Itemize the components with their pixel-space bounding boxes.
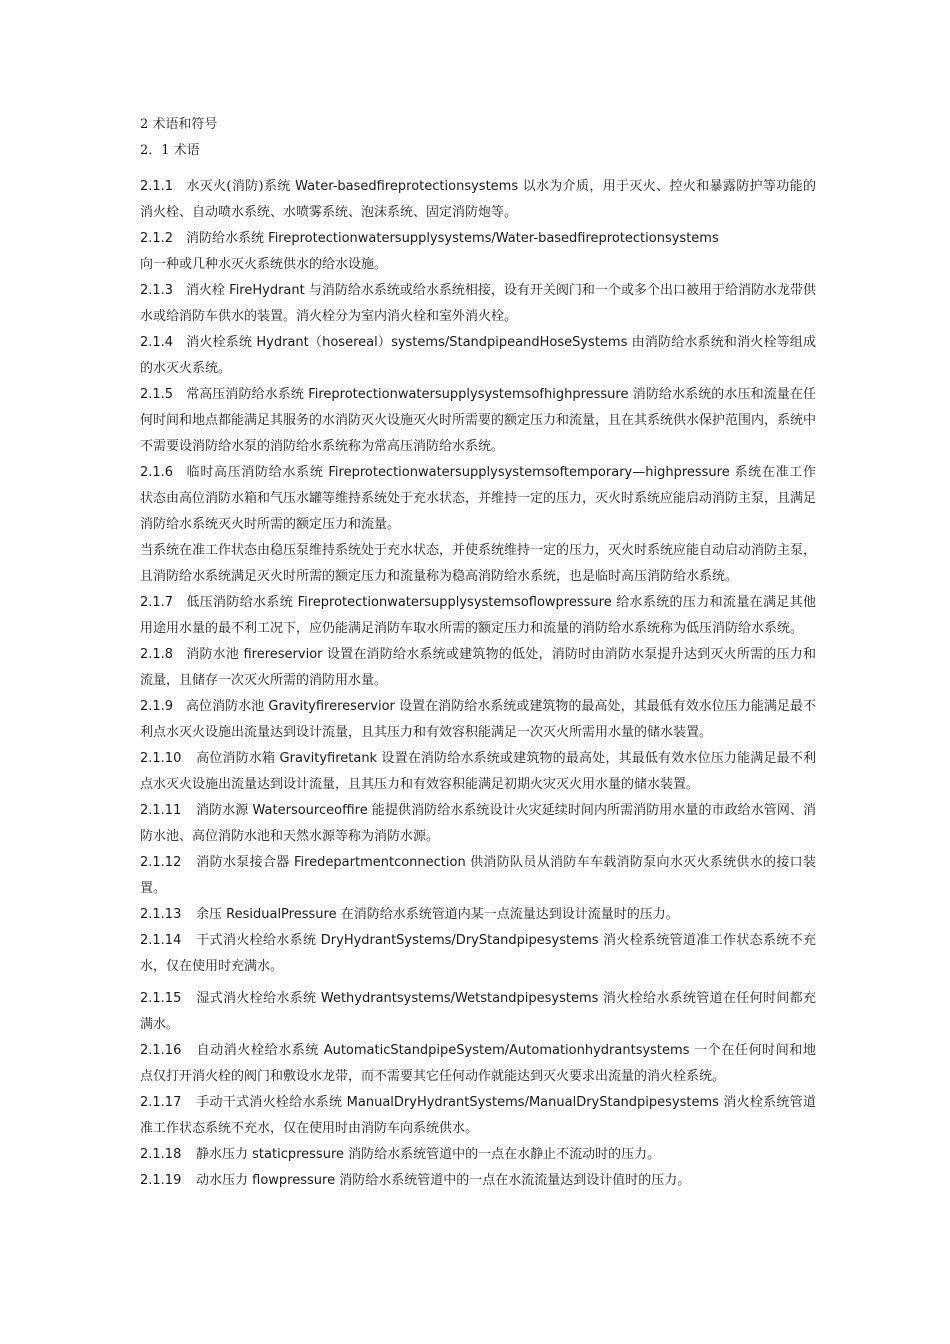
section-heading: 2．1 术语 bbox=[140, 143, 200, 158]
term-english: Fireprotectionwatersupplysystemsoftemporary—highpressure bbox=[328, 465, 730, 480]
term-english: FireHydrant bbox=[229, 283, 305, 298]
term-number: 2.1.1 bbox=[140, 179, 174, 194]
chapter-heading: 2 术语和符号 bbox=[140, 117, 218, 132]
term-definition: 能提供消防给水系统设计火灾延续时间内所需消防用水量的市政给水管网、消防水池、高位消防水池和天然水源等称为消防水源。 bbox=[140, 803, 816, 844]
term-definition: 设置在消防给水系统或建筑物的低处，消防时由消防水泵提升达到灭火所需的压力和流量，且储存一次灭火所需的消防用水量。 bbox=[140, 647, 816, 688]
term-english: Gravityfirereservior bbox=[268, 699, 395, 714]
term-entry bbox=[140, 174, 816, 226]
term-entry bbox=[140, 1168, 816, 1194]
term-entry bbox=[140, 642, 816, 694]
term-number: 2.1.16 bbox=[140, 1043, 182, 1058]
spacer bbox=[140, 164, 816, 174]
term-number: 2.1.13 bbox=[140, 907, 182, 922]
term-chinese: 高位消防水池 bbox=[186, 699, 265, 714]
term-chinese: 消防水池 bbox=[186, 647, 240, 662]
term-number: 2.1.10 bbox=[140, 751, 182, 766]
term-chinese: 余压 bbox=[196, 907, 223, 922]
term-chinese: 手动干式消火栓给水系统 bbox=[196, 1095, 343, 1110]
term-definition: 由消防给水系统和消火栓等组成的水灭火系统。 bbox=[140, 335, 816, 376]
term-number: 2.1.2 bbox=[140, 231, 174, 246]
term-english: firereservior bbox=[243, 647, 323, 662]
term-number: 2.1.19 bbox=[140, 1173, 182, 1188]
term-definition: 消火栓系统管道准工作状态系统不充水，仅在使用时由消防车向系统供水。 bbox=[140, 1095, 816, 1136]
term-english: Hydrant（hosereal）systems/StandpipeandHoseSystems bbox=[256, 335, 628, 350]
term-definition: 消防给水系统的水压和流量在任何时间和地点都能满足其服务的水消防灭火设施灭火时所需要的额定压力和流量，且在其系统供水保护范围内，系统中不需要设消防给水泵的消防给水系统称为常高压消防给水系统。 bbox=[140, 387, 817, 454]
term-chinese: 自动消火栓给水系统 bbox=[196, 1043, 319, 1058]
term-list bbox=[140, 174, 816, 1194]
term-chinese: 消防给水系统 bbox=[186, 231, 265, 246]
term-entry bbox=[140, 850, 816, 902]
term-entry bbox=[140, 902, 816, 928]
term-entry bbox=[140, 746, 816, 798]
term-chinese: 静水压力 bbox=[196, 1147, 249, 1162]
term-english: staticpressure bbox=[252, 1147, 345, 1162]
term-definition: 以水为介质，用于灭火、控火和暴露防护等功能的消火栓、自动喷水系统、水喷雾系统、泡沫系统、固定消防炮等。 bbox=[140, 179, 816, 220]
term-english: Watersourceoffire bbox=[252, 803, 368, 818]
document-page bbox=[140, 112, 816, 1194]
term-definition: 消防给水系统管道中的一点在水静止不流动时的压力。 bbox=[348, 1147, 661, 1162]
term-number: 2.1.11 bbox=[140, 803, 182, 818]
term-entry bbox=[140, 798, 816, 850]
term-number: 2.1.7 bbox=[140, 595, 174, 610]
term-english: Gravityfiretank bbox=[279, 751, 378, 766]
term-chinese: 高位消防水箱 bbox=[196, 751, 276, 766]
term-entry bbox=[140, 278, 816, 330]
term-number: 2.1.17 bbox=[140, 1095, 182, 1110]
term-definition: 设置在消防给水系统或建筑物的最高处，其最低有效水位压力能满足最不利点水灭火设施出流量达到设计流量，且其压力和有效容积能满足初期火灾灭火用水量的储水装置。 bbox=[140, 751, 816, 792]
term-entry bbox=[140, 1090, 816, 1142]
term-entry bbox=[140, 1038, 816, 1090]
term-definition: 系统在准工作状态由高位消防水箱和气压水罐等维持系统处于充水状态，并维持一定的压力，灭火时系统应能启动消防主泵，且满足消防给水系统灭火时所需的额定压力和流量。 bbox=[140, 465, 817, 532]
term-english: Firedepartmentconnection bbox=[293, 855, 466, 870]
term-number: 2.1.6 bbox=[140, 465, 174, 480]
term-entry bbox=[140, 590, 816, 642]
term-entry bbox=[140, 986, 816, 1038]
term-english: Water-basedfireprotectionsystems bbox=[295, 179, 519, 194]
term-chinese: 常高压消防给水系统 bbox=[186, 387, 304, 402]
term-definition: 一个在任何时间和地点仅打开消火栓的阀门和敷设水龙带，而不需要其它任何动作就能达到灭火要求出流量的消火栓系统。 bbox=[140, 1043, 816, 1084]
term-definition: 给水系统的压力和流量在满足其他用途用水量的最不利工况下，应仍能满足消防车取水所需的额定压力和流量的消防给水系统称为低压消防给水系统。 bbox=[140, 595, 816, 636]
term-definition: 与消防给水系统或给水系统相接，设有开关阀门和一个或多个出口被用于给消防水龙带供水或给消防车供水的装置。消火栓分为室内消火栓和室外消火栓。 bbox=[140, 283, 816, 324]
term-definition: 供消防队员从消防车车载消防泵向水灭火系统供水的接口装置。 bbox=[140, 855, 816, 896]
term-chinese: 临时高压消防给水系统 bbox=[186, 465, 324, 480]
term-number: 2.1.5 bbox=[140, 387, 174, 402]
term-english: ResidualPressure bbox=[226, 907, 337, 922]
term-entry bbox=[140, 538, 816, 590]
term-number: 2.1.3 bbox=[140, 283, 174, 298]
term-number: 2.1.9 bbox=[140, 699, 174, 714]
term-chinese: 消火栓 bbox=[186, 283, 226, 298]
term-chinese: 动水压力 bbox=[196, 1173, 249, 1188]
term-english: Fireprotectionwatersupplysystemsoflowpressure bbox=[297, 595, 612, 610]
term-chinese: 消防水泵接合器 bbox=[196, 855, 290, 870]
term-number: 2.1.12 bbox=[140, 855, 182, 870]
term-chinese: 湿式消火栓给水系统 bbox=[196, 991, 317, 1006]
term-chinese: 消火栓系统 bbox=[186, 335, 253, 350]
term-definition: 消防给水系统管道中的一点在水流流量达到设计值时的压力。 bbox=[339, 1173, 691, 1188]
term-entry bbox=[140, 928, 816, 980]
term-definition: 向一种或几种水灭火系统供水的给水设施。 bbox=[140, 257, 388, 272]
term-entry bbox=[140, 226, 816, 278]
term-english: AutomaticStandpipeSystem/Automationhydrantsystems bbox=[323, 1043, 690, 1058]
term-definition: 消火栓系统管道准工作状态系统不充水，仅在使用时充满水。 bbox=[140, 933, 816, 974]
term-entry bbox=[140, 1142, 816, 1168]
term-definition: 当系统在准工作状态由稳压泵维持系统处于充水状态，并使系统维持一定的压力，灭火时系统应能自动启动消防主泵，且消防给水系统满足灭火时所需的额定压力和流量称为稳高消防给水系统，也是临时高压消防给水系统。 bbox=[140, 543, 817, 584]
term-english: Wethydrantsystems/Wetstandpipesystems bbox=[320, 991, 599, 1006]
term-english: DryHydrantSystems/DryStandpipesystems bbox=[320, 933, 599, 948]
term-number: 2.1.15 bbox=[140, 991, 182, 1006]
term-chinese: 低压消防给水系统 bbox=[186, 595, 294, 610]
term-english: ManualDryHydrantSystems/ManualDryStandpipesystems bbox=[346, 1095, 719, 1110]
term-english: Fireprotectionwatersupplysystems/Water-basedfireprotectionsystems bbox=[268, 231, 719, 246]
term-number: 2.1.8 bbox=[140, 647, 174, 662]
term-chinese: 水灭火(消防)系统 bbox=[186, 179, 291, 194]
term-entry bbox=[140, 460, 816, 538]
term-definition: 设置在消防给水系统或建筑物的最高处，其最低有效水位压力能满足最不利点水灭火设施出流量达到设计流量，且其压力和有效容积能满足一次灭火所需用水量的储水装置。 bbox=[140, 699, 816, 740]
term-definition: 在消防给水系统管道内某一点流量达到设计流量时的压力。 bbox=[340, 907, 679, 922]
term-number: 2.1.4 bbox=[140, 335, 174, 350]
term-definition: 消火栓给水系统管道在任何时间都充满水。 bbox=[140, 991, 816, 1032]
term-entry bbox=[140, 694, 816, 746]
term-english: Fireprotectionwatersupplysystemsofhighpressure bbox=[308, 387, 629, 402]
term-chinese: 消防水源 bbox=[196, 803, 249, 818]
term-chinese: 干式消火栓给水系统 bbox=[196, 933, 317, 948]
term-number: 2.1.14 bbox=[140, 933, 182, 948]
term-number: 2.1.18 bbox=[140, 1147, 182, 1162]
term-entry bbox=[140, 382, 816, 460]
term-english: flowpressure bbox=[252, 1173, 336, 1188]
term-entry bbox=[140, 330, 816, 382]
